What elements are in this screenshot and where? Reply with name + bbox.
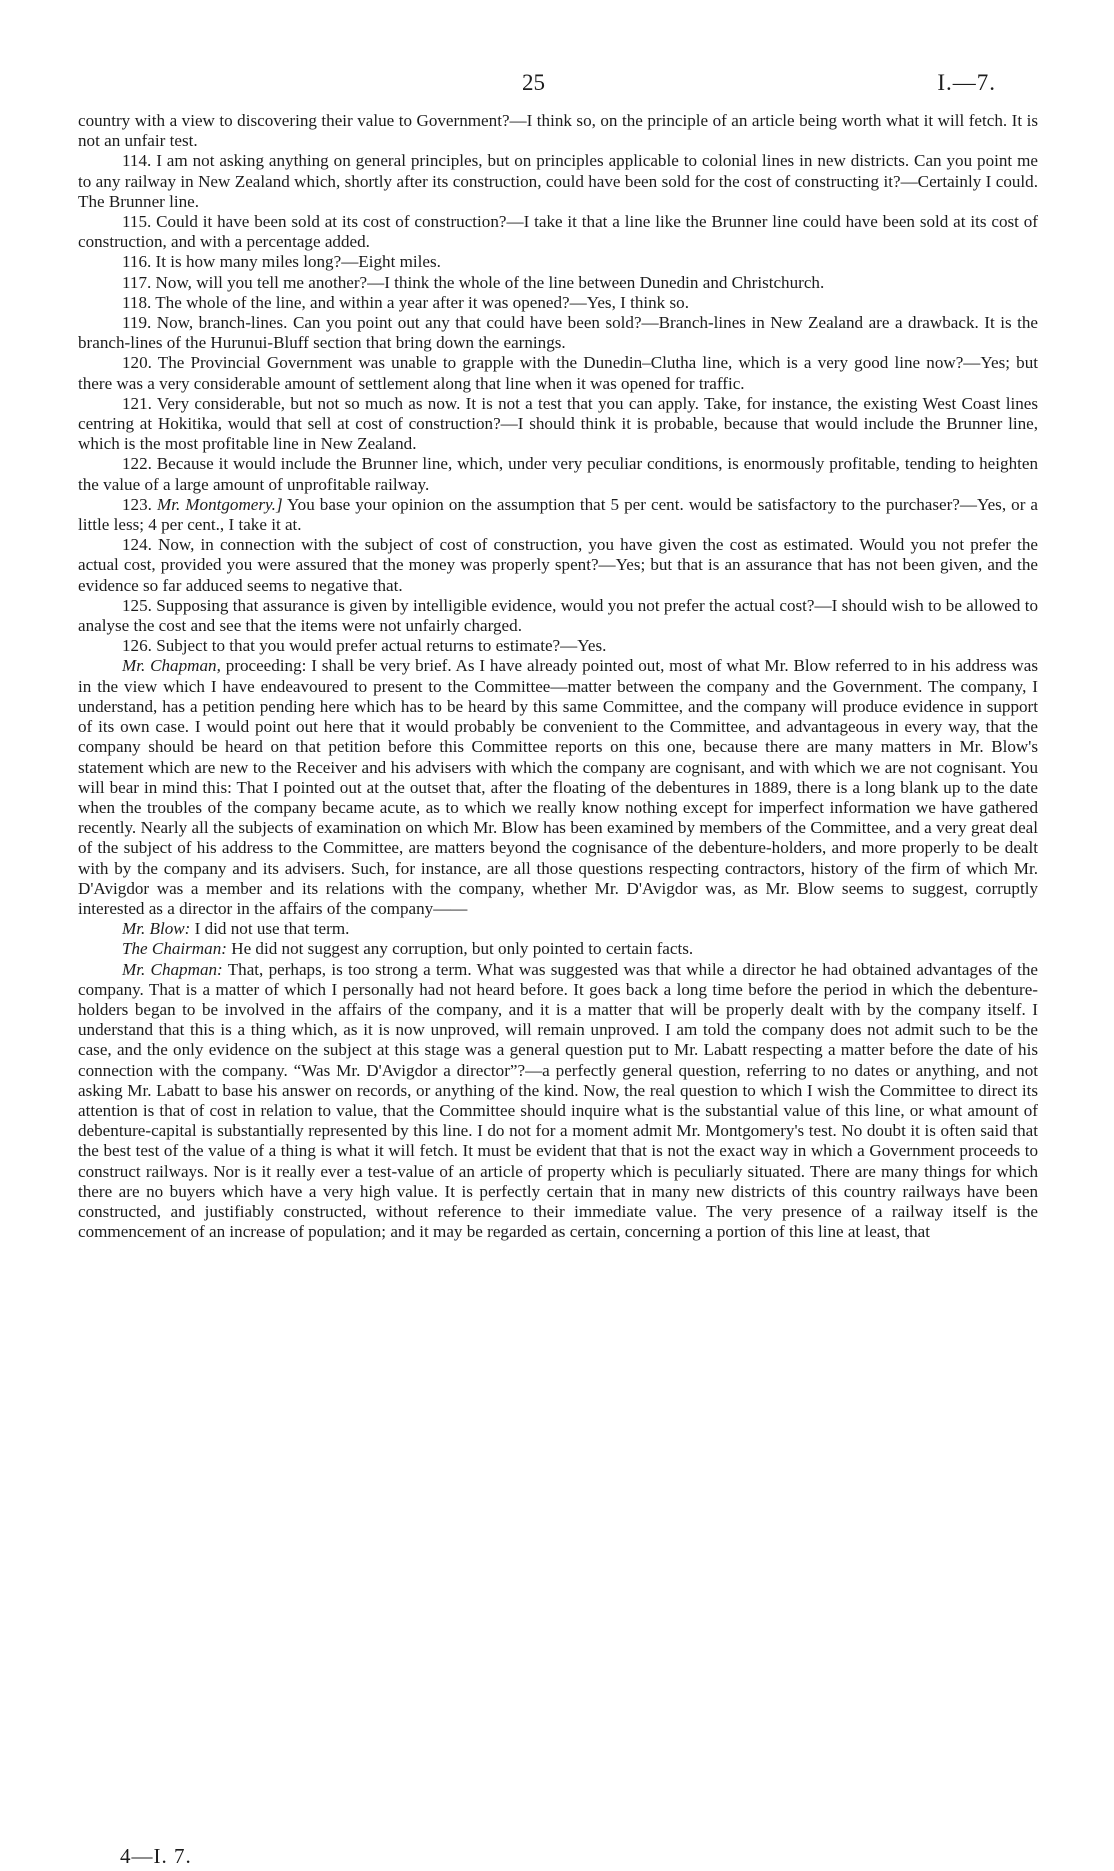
paragraph: Mr. Blow: I did not use that term.	[122, 919, 350, 939]
paragraph: 115. Could it have been sold at its cost of construction?—I take it that a line like the Brunner line could have been sold at its cost of construction, and with a percentage added.	[78, 212, 1038, 252]
paragraph: 114. I am not asking anything on general principles, but on principles applicable to colonial lines in new districts. Can you point me to any railway in New Zealand which, shortly after its construction, could have been sold for the cost of constructing it?—Certainly I could. The Brunner line.	[78, 151, 1038, 211]
paragraph: 121. Very considerable, but not so much as now. It is not a test that you can apply. Take, for instance, the existing West Coast lines centring at Hokitika, would that sell at cost of construction?—I should think it is probable, because that would include the Brunner line, which is the most profitable line in New Zealand.	[78, 393, 1038, 454]
paragraph: Mr. Chapman: That, perhaps, is too strong a term. What was suggested was that while a director he had obtained advantages of the company. That is a matter of which I personally had not heard before. It goes back a long time before the period in which the debenture-holders began to be involved in the affairs of the company, and it is a matter that will be properly dealt with by the company itself. I understand that this is a thing which, as it is now unproved, will remain unproved. I am told the company does not admit such to be the case, and the only evidence on the subject at this stage was a general question put to Mr. Labatt respecting a matter before the date of his connection with the company. “Was Mr. D'Avigdor a director”?—a perfectly general question, referring to no dates or anything, and not asking Mr. Labatt to base his answer on records, or anything of the kind. Now, the real question to which I wish the Committee to direct its attention is that of cost in relation to value, that the Committee should inquire what is the substantial value of this line, or what amount of debenture-capital is substantially represented by this line. I do not for a moment admit Mr. Montgomery's test. No doubt it is often said that the best test of the value of a thing is what it will fetch. It must be evident that that is not the exact way in which a Government proceeds to construct railways. Nor is it really ever a test-value of an article of property which is peculiarly situated. There are many things for which there are no buyers which have a very high value. It is perfectly certain that in many new districts of this country railways have been constructed, and justifiably constructed, without reference to their immediate value. The very presence of a railway itself is the commencement of an increase of population; and it may be regarded as certain, concerning a portion of this line at least, that	[78, 959, 1039, 1242]
paragraph: Mr. Chapman, proceeding: I shall be very brief. As I have already pointed out, most of what Mr. Blow referred to in his address was in the view which I have endeavoured to present to the Committee—matter between the company and the Government. The company, I understand, has a petition pending here which has to be heard by this same Committee, and the company will produce evidence in support of its own case. I would point out here that it would probably be convenient to the Committee, and advantageous in every way, that the company should be heard on that petition before this Committee reports on this one, because there are many matters in Mr. Blow's statement which are new to the Receiver and his advisers with which the company are cognisant, and with which we are not cognisant. You will bear in mind this: That I pointed out at the outset that, after the floating of the debentures in 1889, there is a long blank up to the date when the troubles of the company became acute, as to which we really know nothing except for imperfect information we have gathered recently. Nearly all the subjects of examination on which Mr. Blow has been examined by members of the Committee, and a very great deal of the subject of his address to the Committee, are matters beyond the cognisance of the debenture-holders, and more properly to be dealt with by the company and its advisers. Such, for instance, are all those questions respecting contractors, history of the firm of which Mr. D'Avigdor was a member and its relations with the company, whether Mr. D'Avigdor was, as Mr. Blow seems to suggest, corruptly interested as a director in the affairs of the company——	[78, 656, 1039, 918]
paragraph: 124. Now, in connection with the subject of cost of construction, you have given the cost as estimated. Would you not prefer the actual cost, provided you were assured that the money was properly spent?—Yes; but that is an assurance that has not been given, and the evidence so far adduced seems to negative that.	[78, 535, 1038, 595]
speaker-name: Mr. Montgomery.]	[156, 494, 283, 514]
speaker-name: Mr. Chapman:	[122, 959, 223, 979]
paragraph: 116. It is how many miles long?—Eight miles.	[122, 252, 441, 272]
speaker-name: Mr. Chapman,	[122, 656, 221, 676]
paragraph: 117. Now, will you tell me another?—I think the whole of the line between Dunedin and Christchurch.	[122, 272, 825, 292]
paragraph: 119. Now, branch-lines. Can you point out any that could have been sold?—Branch-lines in New Zealand are a drawback. It is the branch-lines of the Hurunui-Bluff section that bring down the earnings.	[78, 313, 1038, 353]
paragraph: The Chairman: He did not suggest any corruption, but only pointed to certain facts.	[122, 939, 694, 959]
paragraph: 120. The Provincial Government was unable to grapple with the Dunedin–Clutha line, which is a very good line now?—Yes; but there was a very considerable amount of settlement along that line when it was opened for traffic.	[78, 353, 1038, 393]
paragraph: country with a view to discovering their value to Government?—I think so, on the principle of an article being worth what it will fetch. It is not an unfair test.	[78, 111, 1038, 151]
page-header	[0, 70, 1114, 100]
paragraph: 118. The whole of the line, and within a year after it was opened?—Yes, I think so.	[122, 292, 689, 312]
paragraph: 125. Supposing that assurance is given by intelligible evidence, would you not prefer the actual cost?—I should wish to be allowed to analyse the cost and see that the items were not unfairly charged.	[78, 595, 1038, 636]
speaker-name: Mr. Blow:	[122, 919, 191, 939]
body-text	[78, 111, 1038, 1242]
document-reference: I.—7.	[937, 70, 996, 95]
signature-mark: 4—I. 7.	[120, 1844, 192, 1868]
page-number: 25	[522, 70, 545, 95]
paragraph: 126. Subject to that you would prefer actual returns to estimate?—Yes.	[122, 636, 607, 656]
paragraph: 123. Mr. Montgomery.] You base your opinion on the assumption that 5 per cent. would be satisfactory to the purchaser?—Yes, or a little less; 4 per cent., I take it at.	[78, 494, 1039, 535]
speaker-name: The Chairman:	[122, 939, 227, 959]
paragraph: 122. Because it would include the Brunner line, which, under very peculiar conditions, is enormously profitable, tending to heighten the value of a large amount of unprofitable railway.	[78, 454, 1038, 494]
